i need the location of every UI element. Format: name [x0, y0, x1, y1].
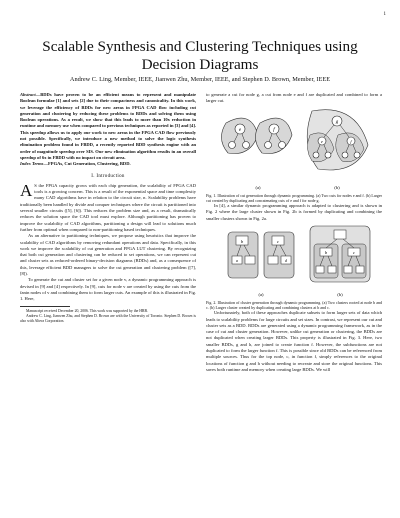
figure-1-caption: Fig. 1. Illustration of cut generation through dynamic programming. (a) Two cuts for nodes e and f. (b) Larger cut created by duplicating and concatenating cuts of e and f for node g.: [206, 192, 382, 203]
index-terms-text: —FPGAs, Cut Generation, Clustering, BDD.: [43, 161, 131, 167]
cluster-large-leaf-1: [316, 266, 324, 273]
cluster-c-node-2: [268, 256, 278, 264]
footnote-manuscript: Manuscript received December 20, 2006. This work was supported by the HRB.: [26, 308, 149, 313]
figure-2a: [228, 232, 294, 297]
right-paragraph-3: Unfortunately, both of these approaches duplicate subsets to form larger sets of data which leads to scalability problems for large circuits and set sizes. In contrast, we represent our cut and cluster sets as a BDD. BDDs are generated using a dynamic programming framework, as in the case of cut and cluster generation. However, unlike cut generation or clustering, the BDDs are not duplicated when creating larger BDDs. This property is illustrated in Fig. 3. Here, two smaller BDDs, g and h, are joined to create function f. However, the subfunctions are not duplicated to form the larger function f. This is possible since old BDDs can be referenced from multiple sources. Thus for the top node, c, in function f, simply references to the original locations of function g and h without needing to recreate and store the original functions. This saves both runtime and memory when creating large BDDs. We will: [206, 310, 382, 372]
figure-2-cluster-generation: [206, 222, 382, 300]
node-f-child-1: [265, 141, 272, 148]
label-large-b: b: [324, 249, 328, 255]
cut-shape-e: [221, 118, 258, 154]
figure-2b: [310, 226, 370, 297]
figure-1a: [221, 118, 292, 190]
figure-2a-label: (a): [258, 291, 264, 297]
intro-paragraph-2: As an alternative to partitioning techniques, we propose using heuristics that improve the scalability of CAD algorithms by removing redundant operations and data. Specifically, in this work we improve the scalability of cut generation and FPGA LUT clustering. By recognizing that both cut generation and clustering can be reduced to set operations, we can represent cut and cluster sets as reduced-ordered binary-decision diagrams (BDDs) and, as a consequence of this, leverage efficient BDD managers to solve the cut generation and clustering problem ([7], [8]).: [20, 233, 196, 277]
cluster-large-leaf-3: [344, 266, 352, 273]
figure-1b-label: (b): [334, 184, 340, 190]
page-number: 1: [383, 12, 386, 17]
abstract-lead: Abstract: [20, 92, 36, 97]
paper-title: Scalable Synthesis and Clustering Techniques using Decision Diagrams: [42, 38, 358, 73]
node-e-child-1: [229, 141, 236, 148]
node-f-child-2: [279, 141, 286, 148]
cluster-large-root: [334, 230, 346, 239]
cluster-large-leaf-4: [356, 266, 364, 273]
label-node-f: f: [273, 127, 275, 133]
cluster-large-leaf-2: [328, 266, 336, 273]
label-node-e: e: [238, 127, 242, 133]
figure-1-cut-generation: [206, 105, 382, 193]
label-node-g-f: f: [350, 138, 352, 144]
section-heading-introduction: I. Introduction: [91, 173, 125, 179]
label-node-d: d: [285, 257, 287, 263]
intro-paragraph-1: [20, 180, 196, 233]
footnote-affiliations: Andrew C. Ling, Jianwen Zhu, and Stephen D. Brown are with the University of Toronto. Stephen D. Brown is also with Altera Corporation.: [20, 313, 196, 323]
abstract-text: —BDDs have proven to be an efficient means to represent and manipulate Boolean formulae [1] and sets [2] due to their compactness and canonicality. In this work, we leverage the efficiency of BDDs for new areas in FPGA CAD flow including cut generation and clustering by reducing these problems to BDDs and solving them using Boolean operations. As a result, we show that this leads to more than 10x reduction in runtime and memory use when compared to previous techniques as reported in [3] and [4]. This speedup allows us to apply our work to new areas in the FPGA CAD flow previously not possible. Specifically, we introduce a new method to solve the logic synthesis elimination problem found in FBDD, a recently reported BDD synthesis engine with an order of magnitude speedup over SIS. Our new elimination algorithm results in an overall speedup of 6x in FBDD with no impact on circuit area.: [20, 92, 196, 160]
author-list: Andrew C. Ling, Member, IEEE, Jianwen Zhu, Member, IEEE, and Stephen D. Brown, Member, IEEE: [69, 76, 331, 83]
label-node-a: a: [236, 257, 238, 263]
right-paragraph-1: to generate a cut for node g, a cut from node e and f are duplicated and combined to form a larger cut.: [206, 92, 382, 104]
figure-1a-label: (a): [255, 184, 261, 190]
cluster-b-node-3: [245, 256, 255, 264]
figure-2b-label: (b): [337, 291, 343, 297]
node-g-leaf-2: [325, 152, 331, 158]
footnote-rule: [20, 306, 70, 307]
index-terms-lead: Index Terms: [20, 161, 44, 167]
label-node-g: g: [335, 119, 339, 125]
figure-2-caption: Fig. 2. Illustration of cluster generation through dynamic programming. (a) Two clusters rooted at node b and c. (b) Larger cluster created by duplicating and combining clusters at b and c.: [206, 299, 382, 311]
intro-paragraph-3: To generate the cut and cluster set for a given node v, a dynamic programming approach is devised in [9] and [4] respectively. In [9], cuts for node v are created by using the cuts from the fanin nodes of v and combining them to form larger cuts. An example of this is illustrated in Fig. 1. Here,: [20, 277, 196, 302]
node-e-child-2: [243, 141, 250, 148]
label-node-g-e: e: [321, 138, 323, 144]
left-column: [20, 92, 196, 324]
label-large-c: c: [353, 249, 355, 255]
abstract: [20, 92, 196, 161]
intro-paragraph-1-text: S the FPGA capacity grows with each chip generation, the scalability of FPGA CAD tools is a growing concern. This is a result of the exponential space and time complexity many CAD algorithms have in relation to the circuit size, n. Scalability problems have traditionally been handled by divide and conquer techniques where the circuit is partitioned into several smaller circuits ([5], [6]). This reduces the problem size and, as a result, dramatically reduces the solution space the CAD tool must explore. Although partitioning has proven to improve the scalability of CAD algorithms, partitioning a design will lead to solutions much further from optimal when compared to non-partitioning based techniques.: [20, 182, 196, 232]
figure-1b: [307, 109, 368, 189]
label-cluster-b: b: [240, 238, 244, 244]
label-cluster-c: c: [277, 238, 279, 244]
drop-cap: A: [20, 180, 33, 200]
index-terms: [20, 161, 196, 167]
node-g-leaf-1: [313, 152, 319, 158]
cut-shape-f: [255, 118, 292, 154]
right-paragraph-2: In [4], a similar dynamic programming approach is adapted to clustering and is shown in Fig. 2 where the large cluster shown in Fig. 2b is formed by duplicating and combining the smaller clusters shown in Fig. 2a.: [206, 203, 382, 221]
right-column: [206, 92, 382, 373]
node-g-leaf-3: [342, 152, 348, 158]
node-g-leaf-4: [354, 152, 360, 158]
